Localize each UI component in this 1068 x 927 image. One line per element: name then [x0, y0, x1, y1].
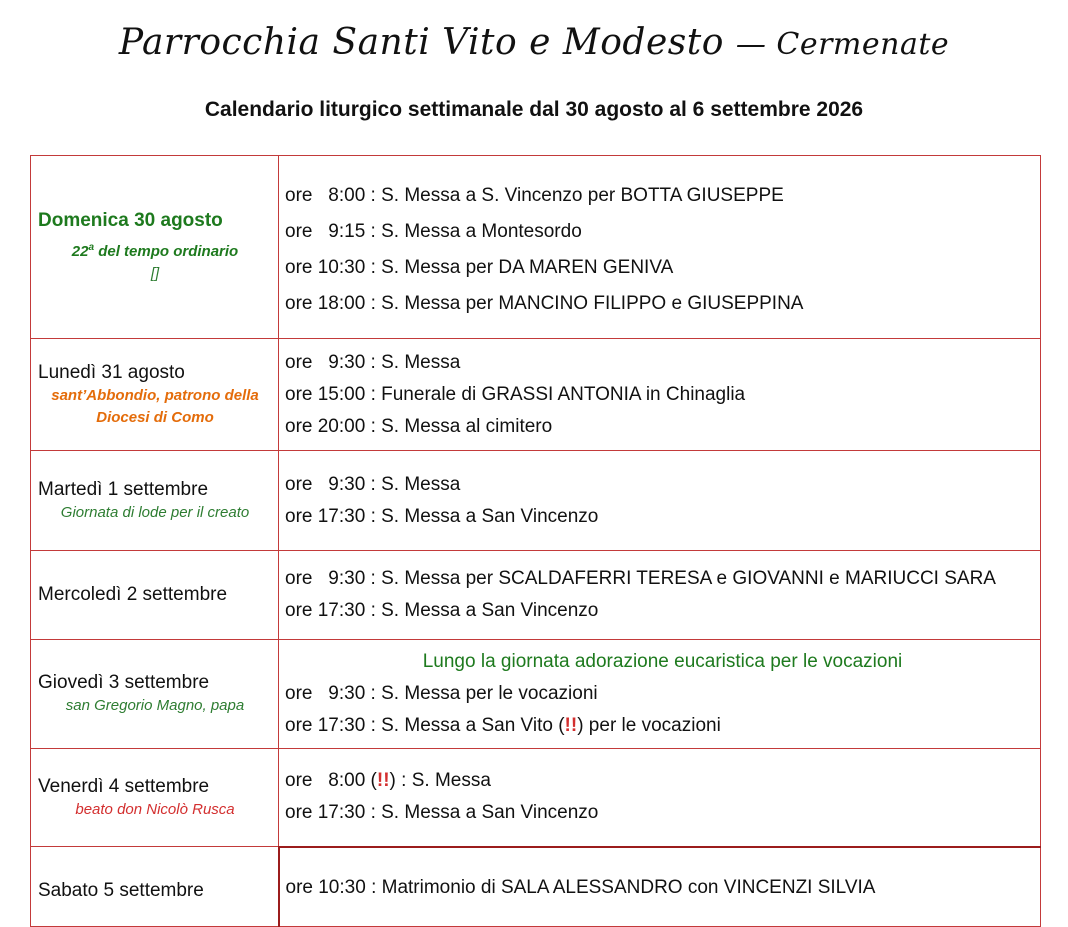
- event-text: : Matrimonio di SALA ALESSANDRO con VINCENZI SILVIA: [365, 876, 876, 898]
- day-row-sunday: [31, 156, 1041, 339]
- day-row-thursday: [31, 640, 1041, 749]
- events-cell: [279, 339, 1041, 451]
- day-name: Martedì 1 settembre: [38, 478, 209, 500]
- events-cell: [279, 847, 1041, 927]
- event-text: : S. Messa a San Vincenzo: [365, 600, 599, 621]
- event-text: : S. Messa a S. Vincenzo per BOTTA GIUSEPPE: [365, 185, 784, 206]
- event-time: ore 10:30: [285, 257, 366, 278]
- event-text: : S. Messa al cimitero: [365, 415, 553, 437]
- day-note: san Gregorio Magno, papa: [65, 697, 245, 714]
- note-superscript: a: [88, 242, 95, 253]
- day-cell: [31, 749, 279, 847]
- day-cell: [31, 156, 279, 339]
- event-time: ore 17:30: [285, 600, 366, 621]
- day-cell: [31, 451, 279, 551]
- event-time: ore 17:30: [285, 715, 366, 736]
- event-time: ore 9:30: [285, 473, 366, 495]
- event-time: ore 8:00: [285, 770, 366, 792]
- event-text: : S. Messa per MANCINO FILIPPO e GIUSEPPINA: [365, 293, 804, 314]
- day-name: Domenica 30 agosto: [38, 210, 223, 231]
- exclamation-mark: !!: [564, 715, 578, 736]
- parish-name: Parrocchia Santi Vito e Modesto: [118, 22, 724, 63]
- events-cell: [279, 640, 1041, 749]
- event-text: : S. Messa per le vocazioni: [365, 683, 598, 704]
- day-cell: [31, 847, 279, 927]
- day-cell: [31, 640, 279, 749]
- day-note: Giornata di lode per il creato: [60, 503, 250, 521]
- event-text: : S. Messa a San Vincenzo: [365, 505, 599, 527]
- note-number: 22: [71, 243, 89, 260]
- event-time: ore 9:15: [285, 221, 366, 242]
- event-line: [285, 765, 1040, 797]
- day-row-tuesday: [31, 451, 1041, 551]
- event-text: (: [365, 770, 377, 792]
- day-note-brackets: []: [150, 265, 160, 282]
- events-cell: [279, 551, 1041, 640]
- event-time: ore 17:30: [285, 505, 366, 527]
- event-text: : S. Messa a San Vincenzo: [365, 802, 599, 824]
- day-name: Venerdì 4 settembre: [38, 775, 210, 797]
- event-line: [285, 288, 1040, 320]
- event-line: [286, 872, 1041, 904]
- event-text: : S. Messa per DA MAREN GENIVA: [365, 257, 674, 278]
- event-time: ore 15:00: [285, 383, 366, 405]
- event-text: : Funerale di GRASSI ANTONIA in Chinaglia: [365, 383, 746, 405]
- day-cell: [31, 339, 279, 451]
- event-text: : S. Messa: [365, 473, 461, 495]
- note-text: del tempo ordinario: [94, 243, 239, 260]
- event-line: [285, 411, 1040, 443]
- event-time: ore 9:30: [285, 568, 366, 589]
- calendar-subtitle: Calendario liturgico settimanale dal 30 agosto al 6 settembre 2026: [204, 98, 864, 121]
- event-text: : S. Messa a Montesordo: [365, 221, 582, 242]
- calendar-table: [30, 155, 1041, 927]
- event-time: ore 8:00: [285, 185, 366, 206]
- day-row-wednesday: [31, 551, 1041, 640]
- event-time: ore 9:30: [285, 683, 366, 704]
- event-line: [285, 563, 1040, 595]
- day-name: Sabato 5 settembre: [38, 880, 204, 901]
- day-note: sant’Abbondio, patrono della Diocesi di Como: [51, 386, 259, 426]
- event-text: : S. Messa: [365, 351, 461, 373]
- event-line: [285, 797, 1040, 829]
- event-time: ore 18:00: [285, 293, 366, 314]
- event-line: [285, 379, 1040, 411]
- event-line: [285, 595, 1040, 627]
- event-line: [285, 252, 1040, 284]
- event-line: [285, 180, 1040, 212]
- event-time: ore 9:30: [285, 351, 366, 373]
- event-line: [285, 710, 1040, 742]
- event-line: [285, 501, 1040, 533]
- exclamation-mark: !!: [376, 770, 390, 792]
- day-name: Mercoledì 2 settembre: [38, 584, 228, 605]
- event-time: ore 20:00: [285, 415, 366, 437]
- event-line: [285, 678, 1040, 710]
- events-cell: [279, 156, 1041, 339]
- event-text: : S. Messa a San Vito (: [365, 715, 565, 736]
- event-line: [285, 216, 1040, 248]
- event-text: : S. Messa per SCALDAFERRI TERESA e GIOVANNI e MARIUCCI SARA: [365, 568, 996, 589]
- event-line: [285, 469, 1040, 501]
- events-cell: [279, 749, 1041, 847]
- event-time: ore 10:30: [285, 876, 366, 898]
- town-name: — Cermenate: [735, 27, 950, 62]
- day-note: [38, 237, 278, 263]
- day-row-friday: [31, 749, 1041, 847]
- event-time: ore 17:30: [285, 802, 366, 824]
- event-line: [285, 347, 1040, 379]
- event-text-after: ) per le vocazioni: [577, 715, 721, 736]
- adoration-banner: Lungo la giornata adorazione eucaristica per le vocazioni: [422, 651, 903, 672]
- day-row-monday: [31, 339, 1041, 451]
- day-row-saturday: [31, 847, 1041, 927]
- day-cell: [31, 551, 279, 640]
- events-cell: [279, 451, 1041, 551]
- day-name: Lunedì 31 agosto: [38, 361, 185, 383]
- day-note: beato don Nicolò Rusca: [75, 800, 235, 818]
- day-name: Giovedì 3 settembre: [38, 672, 210, 693]
- event-text-after: ) : S. Messa: [389, 770, 491, 792]
- page-title: [0, 22, 1068, 63]
